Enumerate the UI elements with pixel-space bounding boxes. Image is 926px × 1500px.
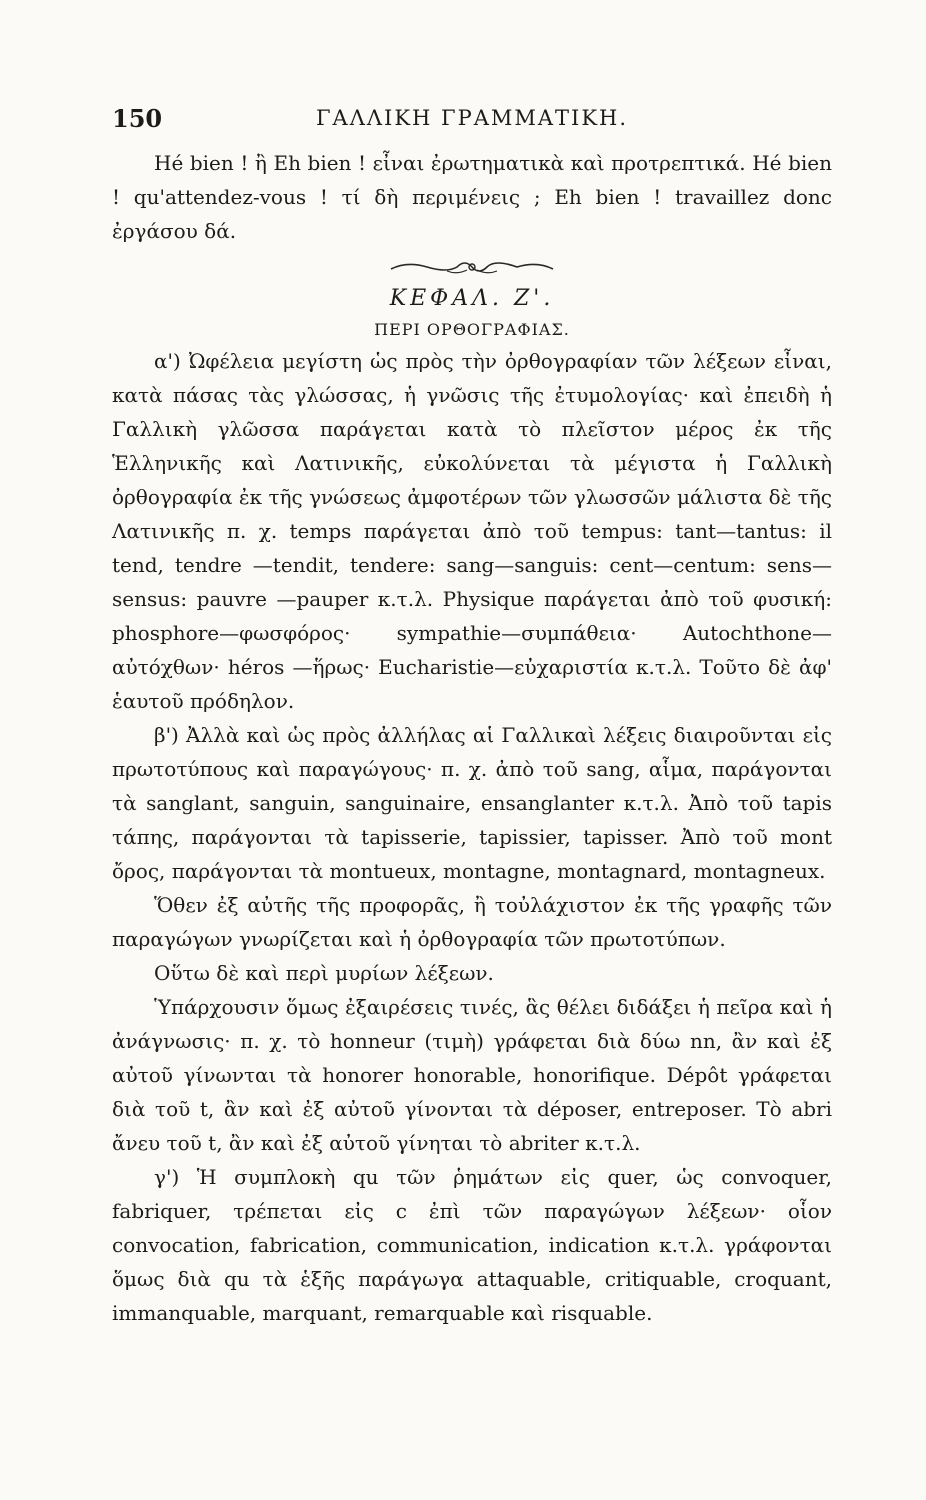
page-number: 150 (112, 104, 163, 133)
running-title: ΓΑΛΛΙΚΗ ΓΡΑΜΜΑΤΙΚΗ. (315, 106, 629, 130)
section-heading: ΠΕΡΙ ΟΡΘΟΓΡΑΦΙΑΣ. (374, 320, 570, 339)
decorative-divider (112, 248, 832, 282)
body-text (112, 146, 832, 1330)
paragraph-myriad: Οὕτω δὲ καὶ περὶ μυρίων λέξεων. (154, 961, 494, 985)
chapter-heading: ΚΕΦΑΛ. Ζ'. (389, 286, 555, 311)
paragraph-eh-bien: Hé bien ! ἢ Eh bien ! εἶναι ἐρωτηματικὰ καὶ προτρεπτικά. Hé bien ! qu'attendez-vous ! τί δὴ περιμένεις ; Eh bien ! travaillez donc ἐργάσου δά. (112, 151, 832, 243)
flourish-ornament-icon (387, 257, 557, 277)
paragraph-derivation: Ὅθεν ἐξ αὐτῆς τῆς προφορᾶς, ἢ τοὐλάχιστον ἐκ τῆς γραφῆς τῶν παραγώγων γνωρίζεται καὶ ἡ ὀρθογραφία τῶν πρωτοτύπων. (112, 893, 832, 951)
paragraph-beta: β') Ἀλλὰ καὶ ὡς πρὸς ἀλλήλας αἱ Γαλλικαὶ λέξεις διαιροῦνται εἰς πρωτοτύπους καὶ παραγώγους· π. χ. ἀπὸ τοῦ sang, αἷμα, παράγονται τὰ sanglant, sanguin, sanguinaire, ensanglanter κ.τ.λ. Ἀπὸ τοῦ tapis τάπης, παράγονται τὰ tapisserie, tapissier, tapisser. Ἀπὸ τοῦ mont ὄρος, παράγονται τὰ montueux, montagne, montagnard, montagneux. (112, 723, 832, 883)
paragraph-exceptions: Ὑπάρχουσιν ὅμως ἐξαιρέσεις τινές, ἃς θέλει διδάξει ἡ πεῖρα καὶ ἡ ἀνάγνωσις· π. χ. τὸ honneur (τιμὴ) γράφεται διὰ δύω nn, ἂν καὶ ἐξ αὐτοῦ γίνωνται τὰ honorer honorable, honorifique. Dépôt γράφεται διὰ τοῦ t, ἂν καὶ ἐξ αὐτοῦ γίνονται τὰ déposer, entreposer. Τὸ abri ἄνευ τοῦ t, ἂν καὶ ἐξ αὐτοῦ γίνηται τὸ abriter κ.τ.λ. (112, 995, 832, 1155)
running-head (112, 104, 832, 138)
paragraph-gamma: γ') Ἡ συμπλοκὴ qu τῶν ῥημάτων εἰς quer, ὡς convoquer, fabriquer, τρέπεται εἰς c ἐπὶ τῶν παραγώγων λέξεων· οἷον convocation, fabrication, communication, indication κ.τ.λ. γράφονται ὅμως διὰ qu τὰ ἑξῆς παράγωγα attaquable, critiquable, croquant, immanquable, marquant, remarquable καὶ risquable. (112, 1165, 832, 1325)
paragraph-alpha: α') Ὠφέλεια μεγίστη ὡς πρὸς τὴν ὀρθογραφίαν τῶν λέξεων εἶναι, κατὰ πάσας τὰς γλώσσας, ἡ γνῶσις τῆς ἐτυμολογίας· καὶ ἐπειδὴ ἡ Γαλλικὴ γλῶσσα παράγεται κατὰ τὸ πλεῖστον μέρος ἐκ τῆς Ἑλληνικῆς καὶ Λατινικῆς, εὐκολύνεται τὰ μέγιστα ἡ Γαλλικὴ ὀρθογραφία ἐκ τῆς γνώσεως ἀμφοτέρων τῶν γλωσσῶν μάλιστα δὲ τῆς Λατινικῆς π. χ. temps παράγεται ἀπὸ τοῦ tempus: tant—tantus: il tend, tendre —tendit, tendere: sang—sanguis: cent—centum: sens—sensus: pauvre —pauper κ.τ.λ. Physique παράγεται ἀπὸ τοῦ φυσική: phosphore—φωσφόρος· sympathie—συμπάθεια· Autochthone—αὐτόχθων· héros —ἥρως· Eucharistie—εὐχαριστία κ.τ.λ. Τοῦτο δὲ ἀφ' ἑαυτοῦ πρόδηλον. (112, 349, 832, 713)
